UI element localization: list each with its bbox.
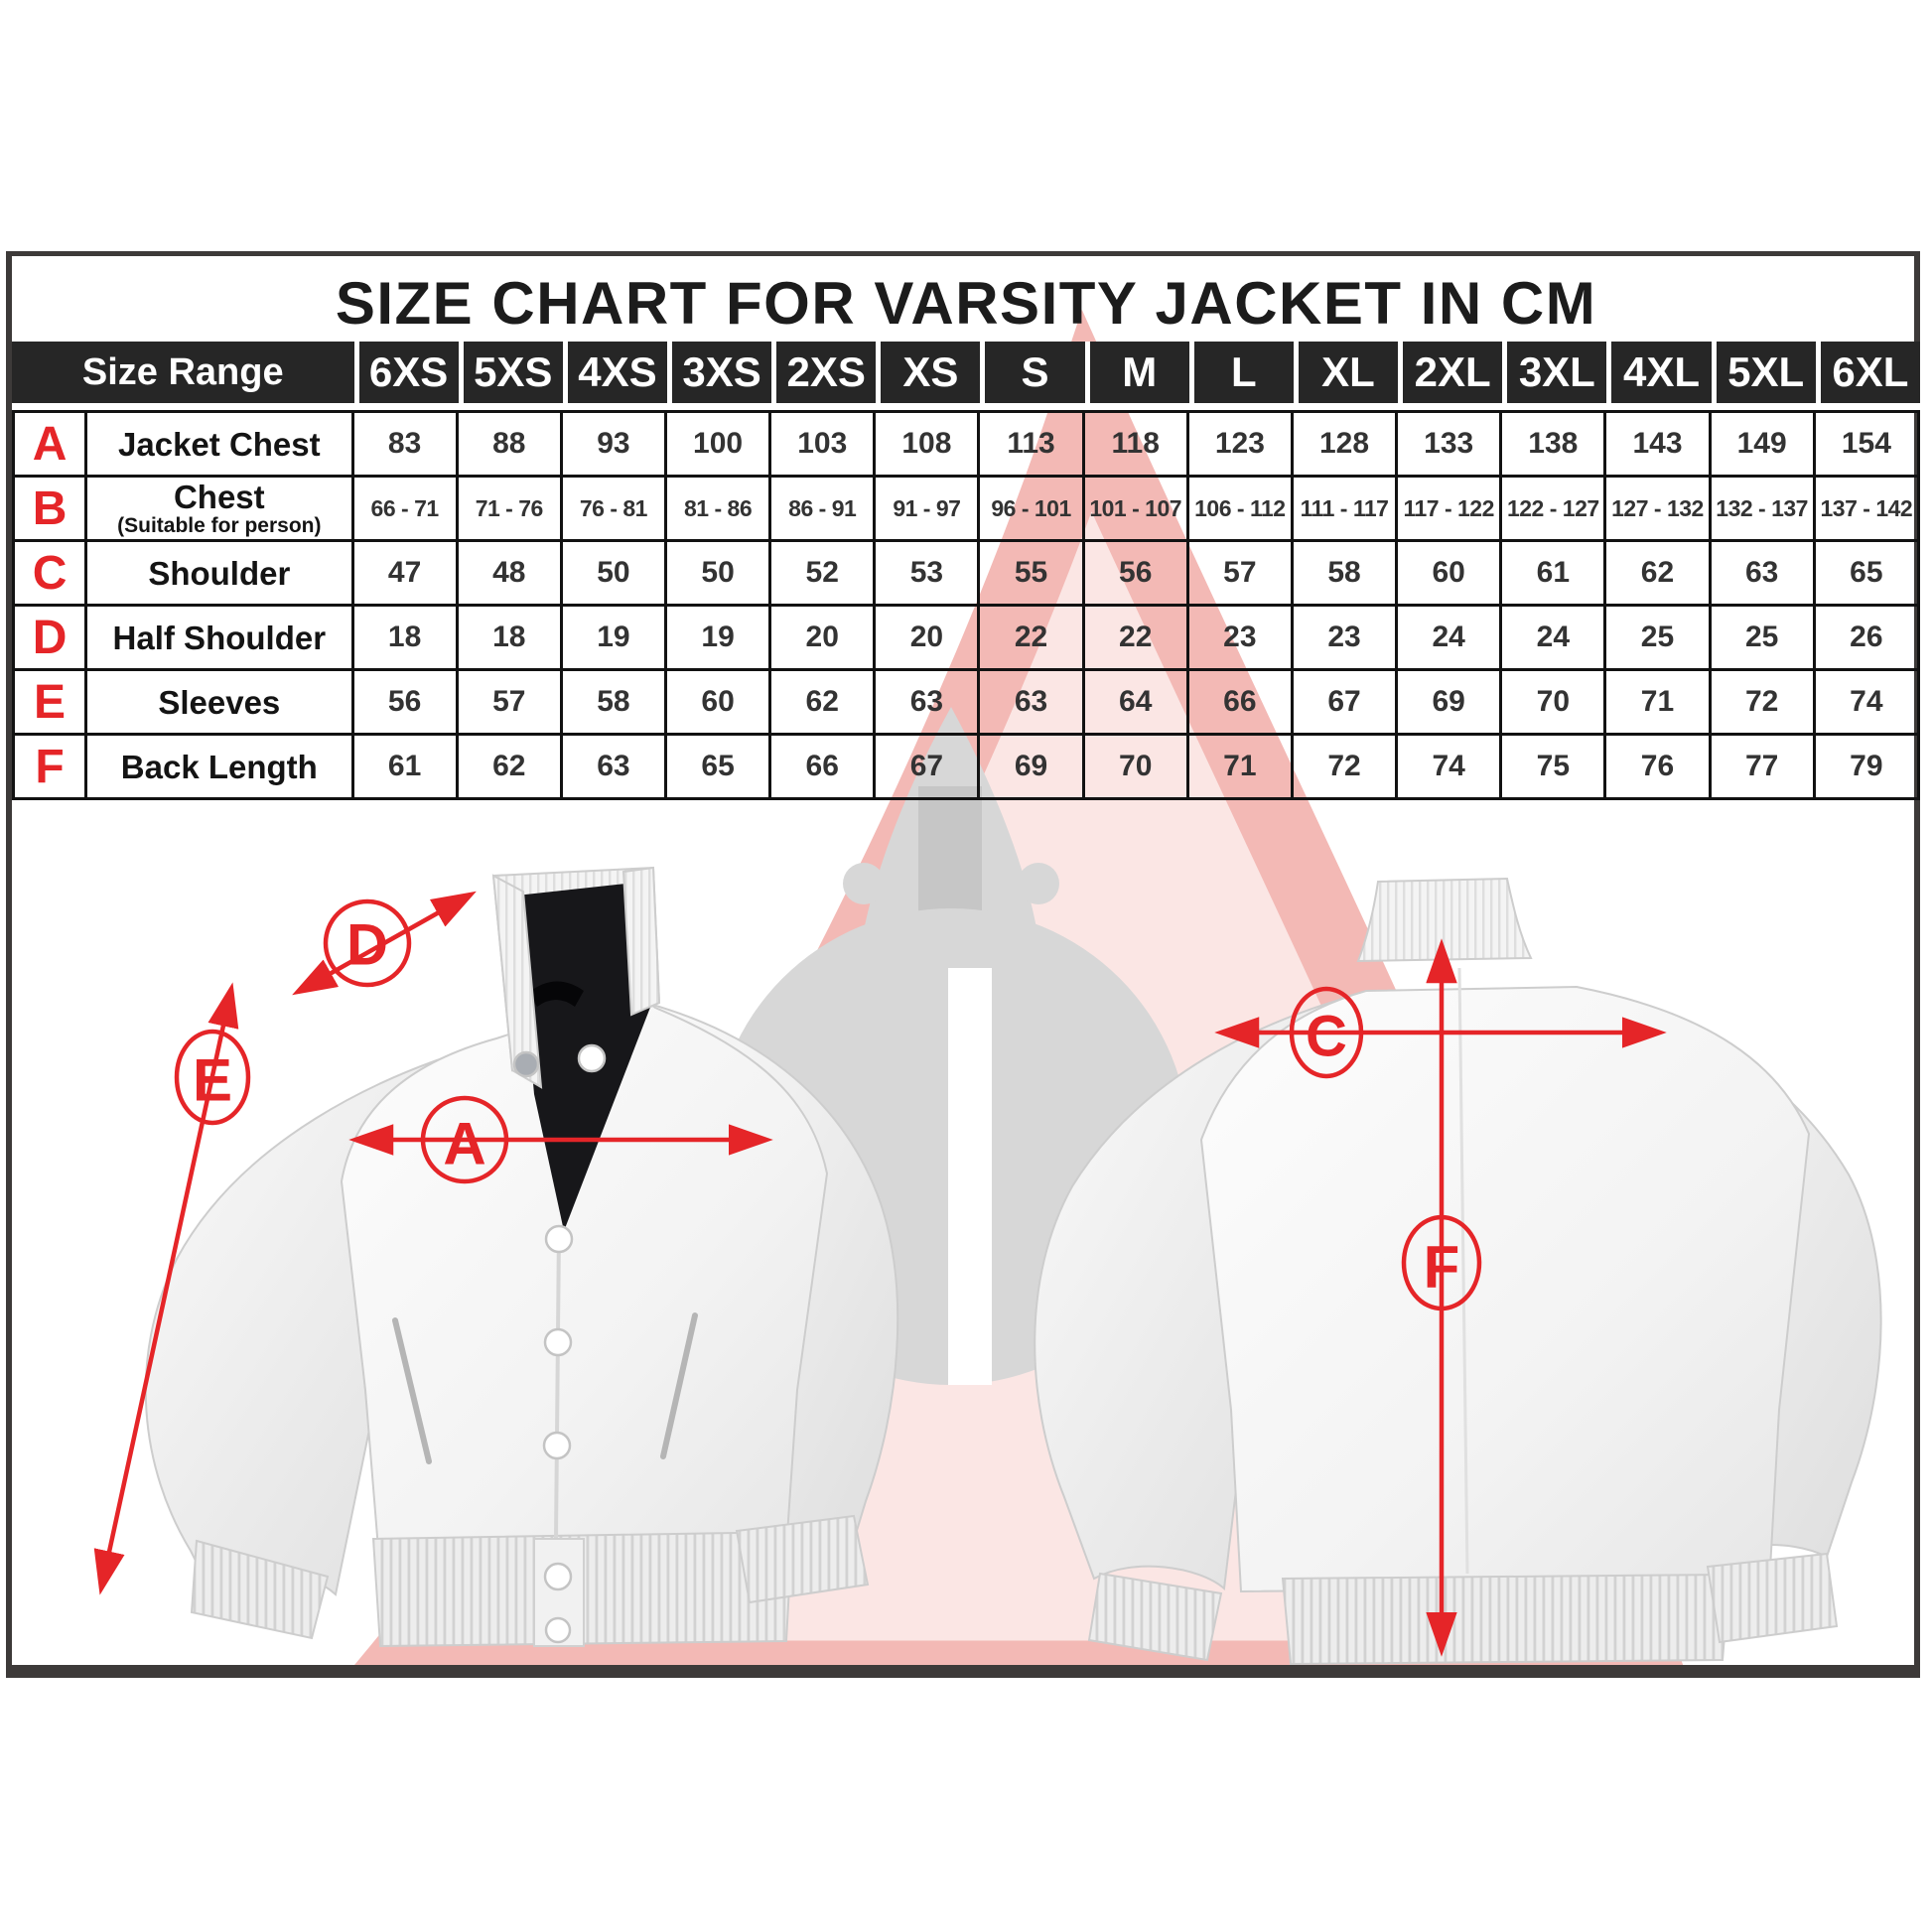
row-letter-d: D bbox=[12, 607, 87, 671]
marker-a-letter: A bbox=[443, 1110, 486, 1177]
size-col-header-6xl: 6XL bbox=[1816, 342, 1920, 410]
measurement-cell: 76 - 81 bbox=[563, 478, 667, 542]
measurement-cell: 101 - 107 bbox=[1085, 478, 1189, 542]
measurement-cell: 50 bbox=[563, 542, 667, 607]
measurement-cell: 65 bbox=[667, 736, 771, 800]
row-letter-e: E bbox=[12, 671, 87, 736]
row-label-f: Back Length bbox=[87, 736, 353, 800]
measurement-cell: 20 bbox=[771, 607, 876, 671]
measurement-cell: 60 bbox=[1398, 542, 1502, 607]
measurement-cell: 127 - 132 bbox=[1606, 478, 1711, 542]
measurement-cell: 154 bbox=[1816, 410, 1920, 478]
front-right-cuff bbox=[737, 1516, 868, 1602]
measurement-cell: 48 bbox=[459, 542, 563, 607]
measurement-cell: 79 bbox=[1816, 736, 1920, 800]
measurement-cell: 143 bbox=[1606, 410, 1711, 478]
measurement-cell: 81 - 86 bbox=[667, 478, 771, 542]
size-col-header-5xl: 5XL bbox=[1712, 342, 1816, 410]
measurement-cell: 76 bbox=[1606, 736, 1711, 800]
measurement-cell: 149 bbox=[1712, 410, 1816, 478]
measurement-cell: 19 bbox=[667, 607, 771, 671]
row-label-b: Chest (Suitable for person) bbox=[87, 478, 353, 542]
measurement-cell: 118 bbox=[1085, 410, 1189, 478]
measurement-cell: 91 - 97 bbox=[876, 478, 980, 542]
size-col-header-3xl: 3XL bbox=[1502, 342, 1606, 410]
table-row-d bbox=[12, 607, 1920, 671]
row-letter-f: F bbox=[12, 736, 87, 800]
measurement-cell: 24 bbox=[1398, 607, 1502, 671]
measurement-cell: 122 - 127 bbox=[1502, 478, 1606, 542]
measurement-cell: 100 bbox=[667, 410, 771, 478]
measurement-cell: 93 bbox=[563, 410, 667, 478]
measurement-cell: 24 bbox=[1502, 607, 1606, 671]
measurement-cell: 88 bbox=[459, 410, 563, 478]
row-letter-c: C bbox=[12, 542, 87, 607]
measurement-cell: 132 - 137 bbox=[1712, 478, 1816, 542]
measurement-cell: 71 - 76 bbox=[459, 478, 563, 542]
measurement-cell: 106 - 112 bbox=[1189, 478, 1294, 542]
table-row-e bbox=[12, 671, 1920, 736]
marker-c-letter: C bbox=[1306, 1004, 1347, 1069]
measurement-cell: 66 bbox=[771, 736, 876, 800]
size-col-header-2xl: 2XL bbox=[1398, 342, 1502, 410]
row-sublabel: (Suitable for person) bbox=[117, 514, 322, 537]
marker-f-letter: F bbox=[1423, 1233, 1460, 1301]
row-label-a: Jacket Chest bbox=[87, 410, 353, 478]
measurement-cell: 128 bbox=[1294, 410, 1398, 478]
back-waistband bbox=[1283, 1575, 1729, 1664]
measurement-cell: 74 bbox=[1816, 671, 1920, 736]
measurement-cell: 111 - 117 bbox=[1294, 478, 1398, 542]
measurement-cell: 55 bbox=[980, 542, 1084, 607]
measurement-cell: 137 - 142 bbox=[1816, 478, 1920, 542]
measurement-cell: 60 bbox=[667, 671, 771, 736]
measurement-cell: 23 bbox=[1189, 607, 1294, 671]
measurement-cell: 56 bbox=[354, 671, 459, 736]
measurement-cell: 72 bbox=[1294, 736, 1398, 800]
measurement-cell: 22 bbox=[1085, 607, 1189, 671]
measurement-cell: 77 bbox=[1712, 736, 1816, 800]
measurement-cell: 63 bbox=[563, 736, 667, 800]
measurement-cell: 23 bbox=[1294, 607, 1398, 671]
table-row-c bbox=[12, 542, 1920, 607]
measurement-cell: 70 bbox=[1502, 671, 1606, 736]
size-col-header-xs: XS bbox=[876, 342, 980, 410]
measurement-cell: 58 bbox=[563, 671, 667, 736]
measurement-cell: 62 bbox=[1606, 542, 1711, 607]
marker-d bbox=[298, 895, 471, 992]
size-col-header-4xs: 4XS bbox=[563, 342, 667, 410]
measurement-cell: 57 bbox=[1189, 542, 1294, 607]
size-col-header-5xs: 5XS bbox=[459, 342, 563, 410]
measurement-cell: 75 bbox=[1502, 736, 1606, 800]
measurement-cell: 113 bbox=[980, 410, 1084, 478]
measurement-cell: 62 bbox=[771, 671, 876, 736]
size-table-wrap bbox=[12, 342, 1920, 800]
size-col-header-s: S bbox=[980, 342, 1084, 410]
measurement-cell: 20 bbox=[876, 607, 980, 671]
jacket-front-illustration bbox=[146, 868, 897, 1646]
row-label-e: Sleeves bbox=[87, 671, 353, 736]
measurement-cell: 61 bbox=[1502, 542, 1606, 607]
measurement-cell: 74 bbox=[1398, 736, 1502, 800]
measurement-cell: 71 bbox=[1606, 671, 1711, 736]
measurement-cell: 70 bbox=[1085, 736, 1189, 800]
measurement-cell: 52 bbox=[771, 542, 876, 607]
measurement-cell: 58 bbox=[1294, 542, 1398, 607]
measurement-cell: 69 bbox=[1398, 671, 1502, 736]
size-col-header-m: M bbox=[1085, 342, 1189, 410]
row-letter-b: B bbox=[12, 478, 87, 542]
measurement-cell: 67 bbox=[876, 736, 980, 800]
measurement-cell: 47 bbox=[354, 542, 459, 607]
measurement-cell: 69 bbox=[980, 736, 1084, 800]
row-label-c: Shoulder bbox=[87, 542, 353, 607]
measurement-cell: 18 bbox=[354, 607, 459, 671]
measurement-cell: 64 bbox=[1085, 671, 1189, 736]
measurement-cell: 26 bbox=[1816, 607, 1920, 671]
row-letter-a: A bbox=[12, 410, 87, 478]
row-label-d: Half Shoulder bbox=[87, 607, 353, 671]
size-range-header: Size Range bbox=[12, 342, 354, 410]
size-col-header-xl: XL bbox=[1294, 342, 1398, 410]
back-right-cuff bbox=[1708, 1554, 1837, 1642]
measurement-cell: 83 bbox=[354, 410, 459, 478]
table-row-a bbox=[12, 410, 1920, 478]
measurement-cell: 25 bbox=[1712, 607, 1816, 671]
size-col-header-2xs: 2XS bbox=[771, 342, 876, 410]
measurement-cell: 103 bbox=[771, 410, 876, 478]
measurement-cell: 138 bbox=[1502, 410, 1606, 478]
measurement-cell: 53 bbox=[876, 542, 980, 607]
measurement-cell: 96 - 101 bbox=[980, 478, 1084, 542]
table-row-b bbox=[12, 478, 1920, 542]
measurement-cell: 19 bbox=[563, 607, 667, 671]
measurement-cell: 62 bbox=[459, 736, 563, 800]
marker-d-letter: D bbox=[346, 912, 388, 978]
measurement-cell: 67 bbox=[1294, 671, 1398, 736]
measurement-cell: 22 bbox=[980, 607, 1084, 671]
back-left-cuff bbox=[1089, 1574, 1221, 1660]
measurement-cell: 72 bbox=[1712, 671, 1816, 736]
measurement-cell: 123 bbox=[1189, 410, 1294, 478]
size-col-header-4xl: 4XL bbox=[1606, 342, 1711, 410]
measurement-cell: 108 bbox=[876, 410, 980, 478]
page-title: SIZE CHART FOR VARSITY JACKET IN CM bbox=[335, 269, 1597, 337]
measurement-cell: 71 bbox=[1189, 736, 1294, 800]
measurement-cell: 63 bbox=[1712, 542, 1816, 607]
measurement-cell: 18 bbox=[459, 607, 563, 671]
measurement-cell: 65 bbox=[1816, 542, 1920, 607]
measurement-cell: 86 - 91 bbox=[771, 478, 876, 542]
table-row-f bbox=[12, 736, 1920, 800]
measurement-cell: 66 - 71 bbox=[354, 478, 459, 542]
marker-e-letter: E bbox=[192, 1046, 233, 1114]
size-chart-table bbox=[12, 342, 1920, 800]
measurement-cell: 63 bbox=[876, 671, 980, 736]
measurement-cell: 133 bbox=[1398, 410, 1502, 478]
measurement-cell: 25 bbox=[1606, 607, 1711, 671]
size-col-header-3xs: 3XS bbox=[667, 342, 771, 410]
measurement-cell: 57 bbox=[459, 671, 563, 736]
back-body bbox=[1201, 987, 1809, 1591]
measurement-cell: 50 bbox=[667, 542, 771, 607]
measurement-cell: 63 bbox=[980, 671, 1084, 736]
measurement-cell: 66 bbox=[1189, 671, 1294, 736]
size-col-header-l: L bbox=[1189, 342, 1294, 410]
measurement-cell: 56 bbox=[1085, 542, 1189, 607]
measurement-cell: 61 bbox=[354, 736, 459, 800]
back-collar bbox=[1358, 879, 1531, 961]
measurement-cell: 117 - 122 bbox=[1398, 478, 1502, 542]
size-col-header-6xs: 6XS bbox=[354, 342, 459, 410]
